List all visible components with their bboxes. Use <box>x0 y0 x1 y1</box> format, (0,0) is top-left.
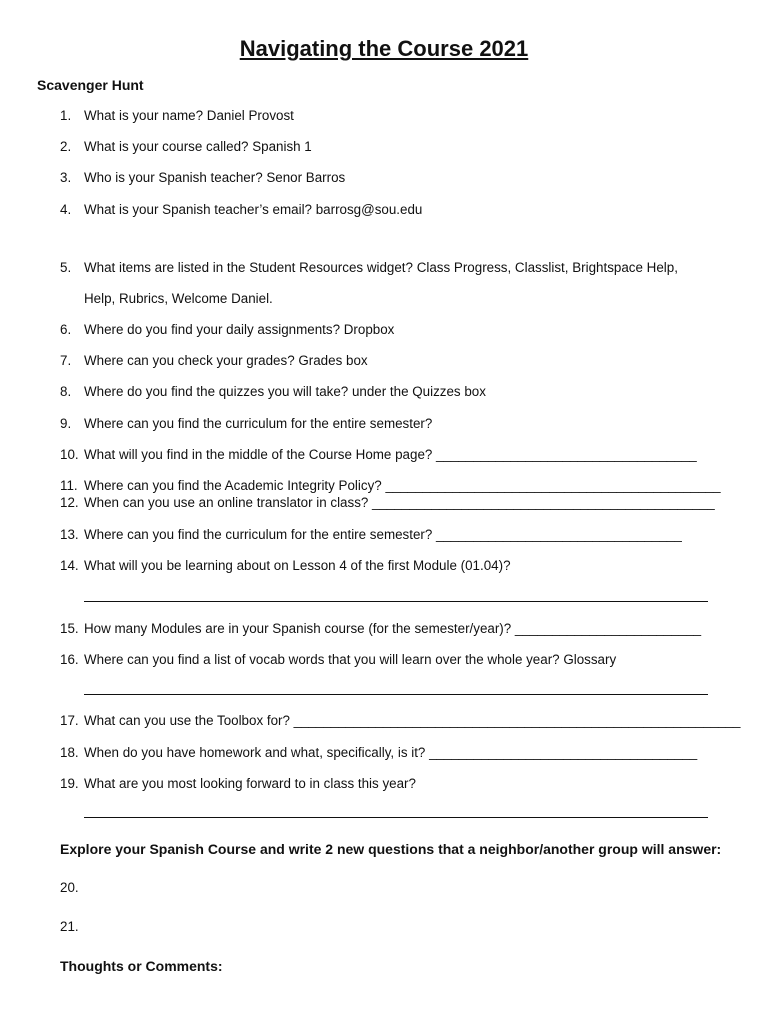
question-text: Where can you find a list of vocab words that you will learn over the whole year? Glossary <box>84 652 617 667</box>
question-number: 10. <box>60 447 79 462</box>
answer-line[interactable] <box>84 694 708 695</box>
question-number: 3. <box>60 170 72 185</box>
question-19 <box>60 775 416 793</box>
question-number: 17. <box>60 713 79 728</box>
question-text: Where can you find the curriculum for the entire semester? <box>84 416 433 431</box>
question-13 <box>60 526 682 544</box>
question-17 <box>60 712 741 730</box>
question-5-continuation: Help, Rubrics, Welcome Daniel. <box>84 291 273 306</box>
question-10 <box>60 446 697 464</box>
question-text: When can you use an online translator in class? ______________________________________________ <box>84 495 715 510</box>
question-text: What will you find in the middle of the Course Home page? ___________________________________ <box>84 447 697 462</box>
question-5 <box>60 259 678 277</box>
question-text: What items are listed in the Student Resources widget? Class Progress, Classlist, Brightspace Help, <box>84 260 678 275</box>
question-number: 14. <box>60 558 79 573</box>
question-text: What are you most looking forward to in class this year? <box>84 776 416 791</box>
question-text: What is your name? Daniel Provost <box>84 108 294 123</box>
question-number: 9. <box>60 416 72 431</box>
question-7 <box>60 352 368 370</box>
question-12 <box>60 494 715 512</box>
question-number: 4. <box>60 202 72 217</box>
question-4 <box>60 201 422 219</box>
question-number: 16. <box>60 652 79 667</box>
question-text: Where can you find the Academic Integrity Policy? _____________________________________________ <box>84 478 721 493</box>
question-text: Who is your Spanish teacher? Senor Barros <box>84 170 346 185</box>
section-heading: Scavenger Hunt <box>37 77 144 93</box>
comments-heading: Thoughts or Comments: <box>60 958 223 974</box>
question-text: Where do you find your daily assignments? Dropbox <box>84 322 395 337</box>
question-8 <box>60 383 486 401</box>
item-21: 21. <box>60 919 79 934</box>
question-6 <box>60 321 394 339</box>
explore-heading: Explore your Spanish Course and write 2 new questions that a neighbor/another group will answer: <box>60 841 722 857</box>
document-title: Navigating the Course 2021 <box>239 36 529 61</box>
question-15 <box>60 620 701 638</box>
question-text: What is your Spanish teacher’s email? barrosg@sou.edu <box>84 202 423 217</box>
question-number: 15. <box>60 621 79 636</box>
question-text: Where can you find the curriculum for the entire semester? _________________________________ <box>84 527 682 542</box>
question-text: What is your course called? Spanish 1 <box>84 139 312 154</box>
question-number: 5. <box>60 260 72 275</box>
question-number: 12. <box>60 495 79 510</box>
question-number: 1. <box>60 108 72 123</box>
question-number: 8. <box>60 384 72 399</box>
question-text: What will you be learning about on Lesson 4 of the first Module (01.04)? <box>84 558 511 573</box>
question-1 <box>60 107 294 125</box>
item-20: 20. <box>60 880 79 895</box>
question-number: 2. <box>60 139 72 154</box>
question-number: 6. <box>60 322 72 337</box>
question-text: Where can you check your grades? Grades box <box>84 353 368 368</box>
question-number: 18. <box>60 745 79 760</box>
question-3 <box>60 169 345 187</box>
question-number: 7. <box>60 353 72 368</box>
question-text: What can you use the Toolbox for? ____________________________________________________________ <box>84 713 741 728</box>
question-2 <box>60 138 312 156</box>
question-number: 13. <box>60 527 79 542</box>
question-number: 11. <box>60 478 78 493</box>
question-18 <box>60 744 697 762</box>
question-text: Where do you find the quizzes you will take? under the Quizzes box <box>84 384 486 399</box>
answer-line[interactable] <box>84 817 708 818</box>
question-text: When do you have homework and what, specifically, is it? ____________________________________ <box>84 745 698 760</box>
question-11 <box>60 477 721 495</box>
question-16 <box>60 651 616 669</box>
question-number: 19. <box>60 776 79 791</box>
question-14 <box>60 557 511 575</box>
question-9 <box>60 415 432 433</box>
answer-line[interactable] <box>84 601 708 602</box>
question-text: How many Modules are in your Spanish course (for the semester/year)? _________________________ <box>84 621 702 636</box>
